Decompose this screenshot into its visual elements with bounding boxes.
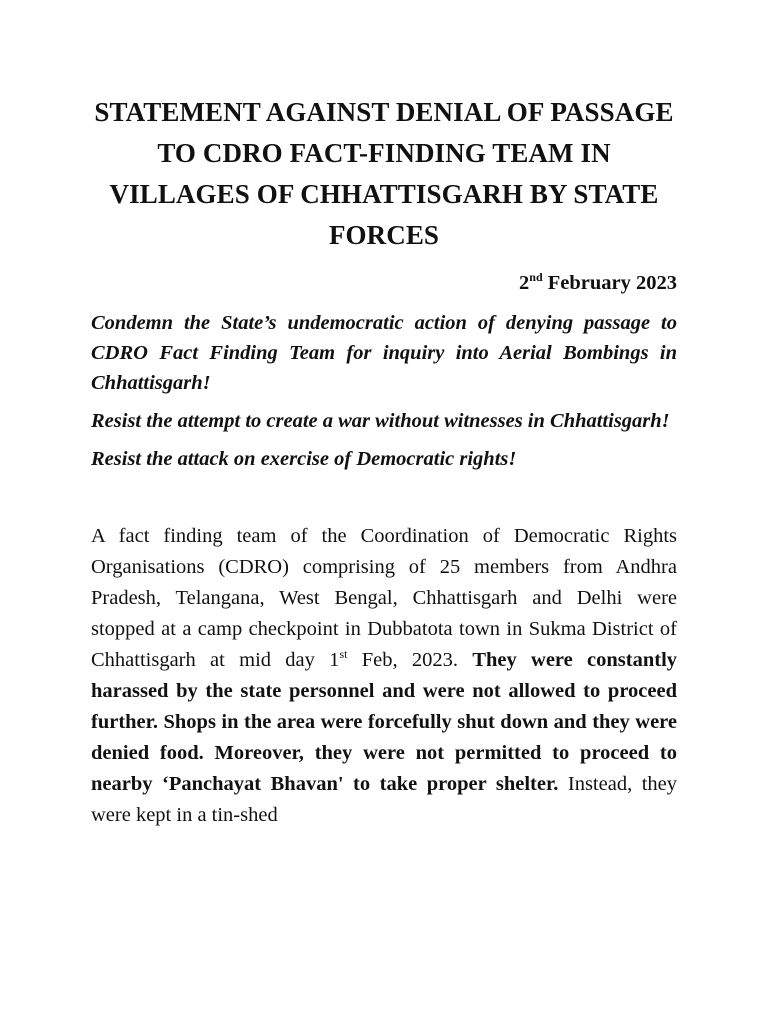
paragraph-text-continued: Instead, they were kept in a tin-shed (91, 773, 678, 826)
paragraph-bold-text: They were constantly harassed by the state personnel and were not allowed to proceed further. Shops in the area were forcefully shut down and they were denied food. Moreover, they were not permitted to proceed to nearby ‘Panchayat Bhavan' to take proper shelter. (91, 649, 678, 795)
document-page (91, 92, 677, 831)
date-ordinal-suffix: nd (529, 270, 543, 284)
date-month-year: February 2023 (542, 272, 677, 294)
date-day: 2 (519, 272, 530, 294)
statement-date (91, 270, 677, 296)
document-title: STATEMENT AGAINST DENIAL OF PASSAGE TO CDRO FACT-FINDING TEAM IN VILLAGES OF CHHATTISGARH BY STATE FORCES (94, 97, 674, 250)
paragraph-text-intro: A fact finding team of the Coordination of Democratic Rights Organisations (CDRO) comprising of 25 members from Andhra Pradesh, Telangana, West Bengal, Chhattisgarh and Delhi were stopped at a camp checkpoint in Dubbatota town in Sukma District of Chhattisgarh at mid day 1 (91, 525, 677, 671)
body-paragraph (91, 521, 677, 831)
slogan-resist-war: Resist the attempt to create a war without witnesses in Chhattisgarh! (91, 410, 670, 432)
slogan-condemn: Condemn the State’s undemocratic action of denying passage to CDRO Fact Finding Team for inquiry into Aerial Bombings in Chhattisgarh! (91, 312, 677, 394)
slogan-resist-attack: Resist the attack on exercise of Democratic rights! (91, 448, 517, 470)
paragraph-ordinal-suffix: st (339, 647, 348, 661)
paragraph-text-date: Feb, 2023. (347, 649, 473, 671)
